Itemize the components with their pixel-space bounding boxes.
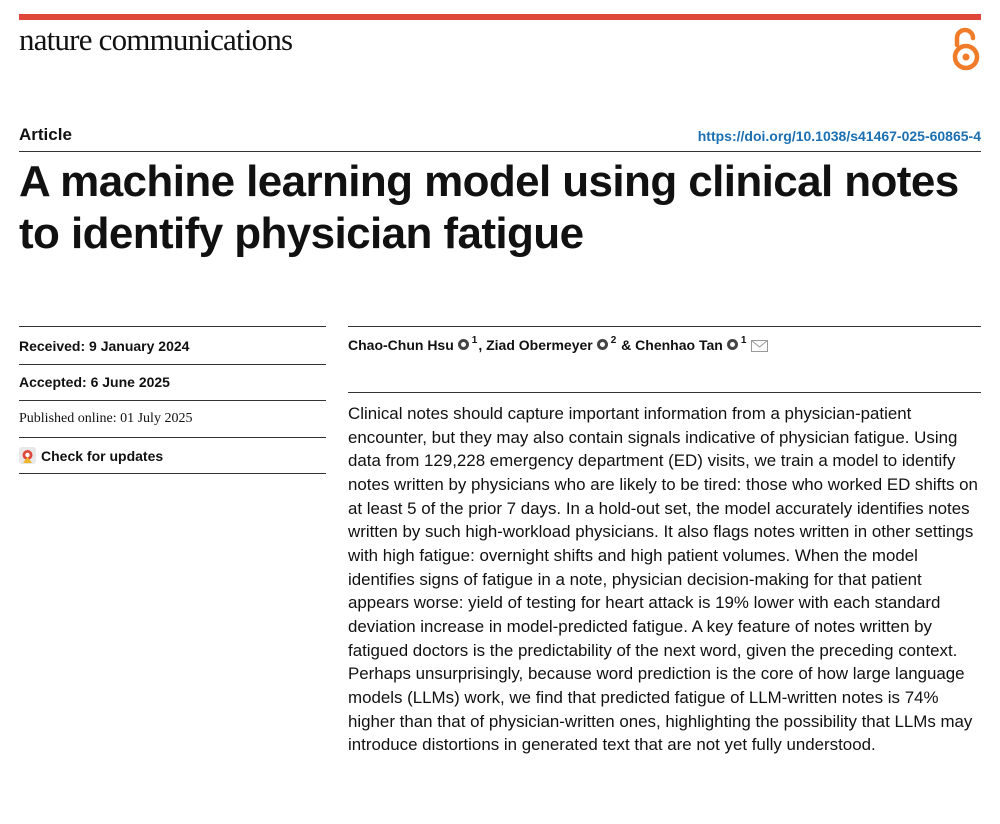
crossmark-icon	[19, 447, 36, 464]
open-access-icon	[948, 25, 984, 71]
divider	[19, 400, 326, 401]
author-name[interactable]: Ziad Obermeyer	[486, 337, 593, 353]
author-name[interactable]: Chao-Chun Hsu	[348, 337, 454, 353]
received-date: Received: 9 January 2024	[19, 338, 190, 354]
orcid-icon[interactable]	[458, 339, 469, 350]
meta-top-rule	[19, 326, 326, 327]
divider	[19, 473, 326, 474]
check-for-updates-button[interactable]	[19, 447, 163, 464]
author-name[interactable]: Chenhao Tan	[635, 337, 723, 353]
divider	[19, 437, 326, 438]
check-for-updates-label: Check for updates	[41, 447, 164, 464]
accepted-date: Accepted: 6 June 2025	[19, 374, 170, 390]
author-separator: ,	[478, 337, 487, 353]
title-rule	[19, 151, 981, 152]
orcid-icon[interactable]	[597, 339, 608, 350]
accent-bar	[19, 14, 981, 20]
abstract-text: Clinical notes should capture important information from a physician-patient encounter, but they may also contain signals indicative of physician fatigue. Using data from 129,228 emergency department (ED) visits, we train a model to identify notes written by physicians who are likely to be tired: those who worked ED shifts on at least 5 of the prior 7 days. In a hold-out set, the model accurately identifies notes written by such high-workload physicians. It also flags notes written in other settings with high fatigue: overnight shifts and high patient volumes. When the model identifies signs of fatigue in a note, physician decision-making for that patient appears worse: yield of testing for heart attack is 19% lower with each standard deviation increase in model-predicted fatigue. A key feature of notes written by fatigued doctors is the predictability of the next word, given the preceding context. Perhaps unsurprisingly, because word prediction is the core of how large language models (LLMs) work, we find that predicted fatigue of LLM-written notes is 74% higher than that of physician-written ones, highlighting the possibility that LLMs may introduce distortions in generated text that are not yet fully understood.	[348, 404, 978, 755]
orcid-icon[interactable]	[727, 339, 738, 350]
article-title: A machine learning model using clinical notes to identify physician fatigue	[19, 157, 959, 258]
author-separator: &	[617, 337, 636, 353]
author-list	[348, 334, 768, 353]
affiliation-marker: 1	[740, 334, 747, 346]
article-type: Article	[19, 125, 72, 144]
journal-name[interactable]: nature communications	[19, 22, 293, 57]
affiliation-marker: 1	[471, 334, 478, 346]
abstract-rule	[348, 392, 981, 393]
divider	[19, 364, 326, 365]
affiliation-marker: 2	[610, 334, 617, 346]
email-icon[interactable]	[751, 340, 768, 352]
published-date: Published online: 01 July 2025	[19, 411, 193, 426]
authors-top-rule	[348, 326, 981, 327]
doi-link[interactable]: https://doi.org/10.1038/s41467-025-60865-4	[697, 128, 981, 144]
